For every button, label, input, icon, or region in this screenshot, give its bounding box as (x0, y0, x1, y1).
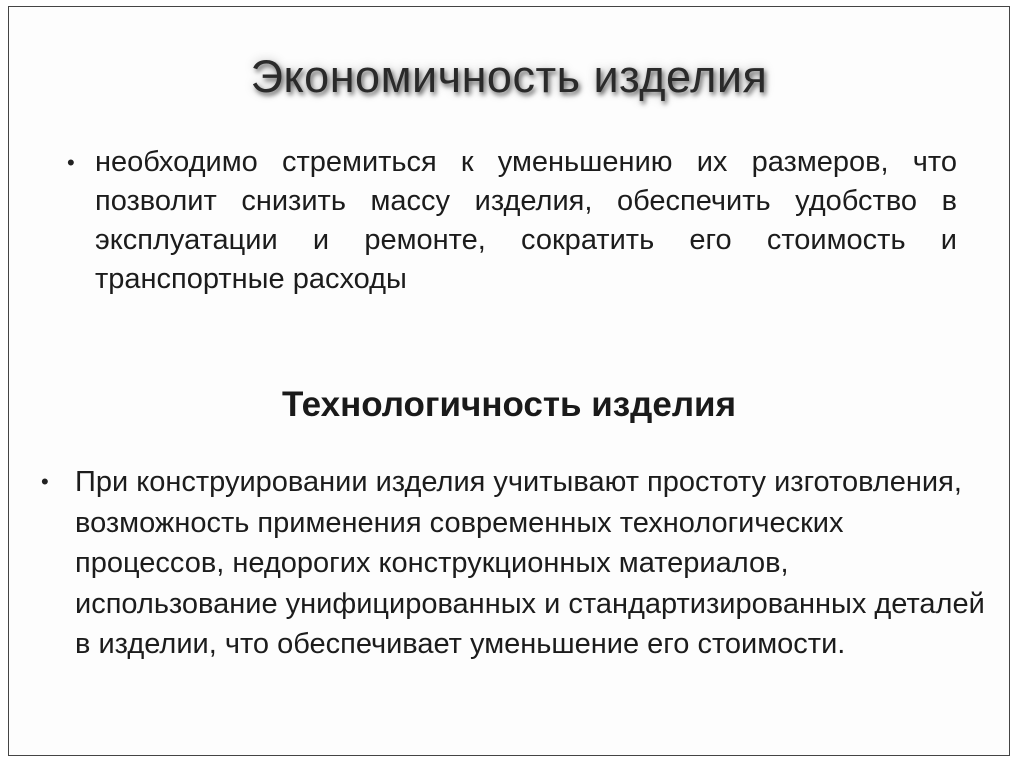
bullet-marker: • (41, 469, 49, 494)
slide (8, 6, 1010, 756)
bullet-item-technology (41, 462, 991, 665)
bullet-item-economy (67, 143, 971, 299)
slide-title: Экономичность изделия (250, 51, 768, 102)
section-heading: Технологичность изделия (282, 385, 736, 424)
bullet-text-technology: При конструировании изделия учитывают простоту изготовления, возможность применения современных технологических процессов, недорогих конструкционных материалов, использование унифицированных и стандартизированных деталей в изделии, что обеспечивает уменьшение его стоимости. (75, 466, 985, 660)
bullet-text-economy: необходимо стремиться к уменьшению их размеров, что позволит снизить массу изделия, обеспечить удобство в эксплуатации и ремонте, сократить его стоимость и транспортные расходы (95, 146, 957, 295)
bullet-marker: • (67, 150, 75, 175)
